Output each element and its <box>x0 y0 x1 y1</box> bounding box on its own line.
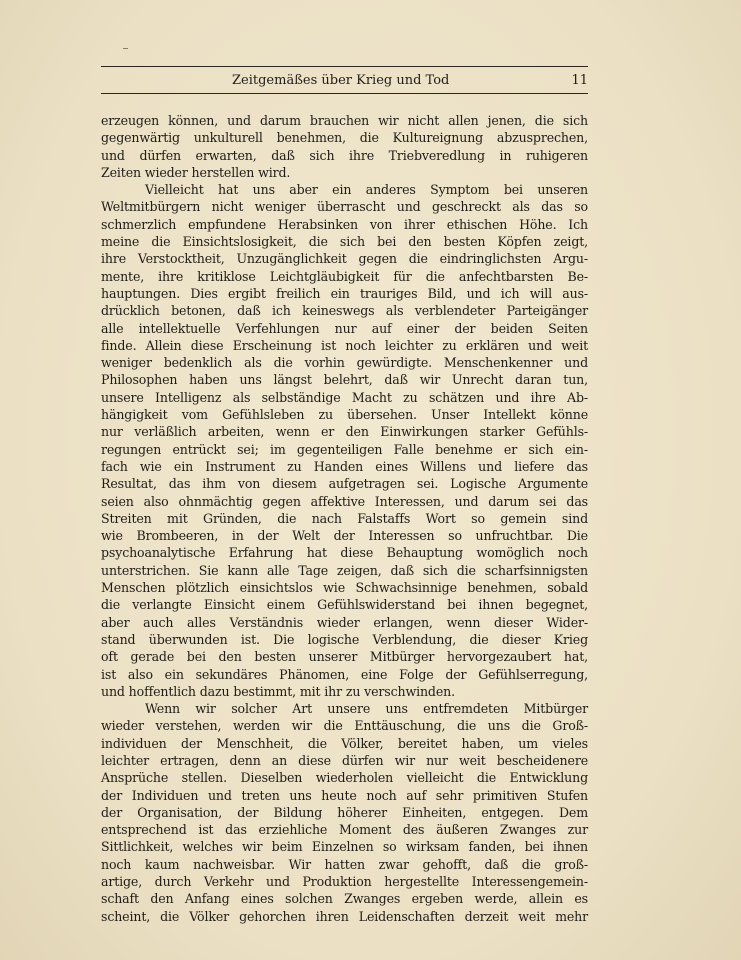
text-line: seien also ohnmächtig gegen affektive Interessen, und darum sei das <box>101 493 588 509</box>
text-line: meine die Einsichtslosigkeit, die sich bei den besten Köpfen zeigt, <box>101 234 588 250</box>
text-line: die verlangte Einsicht einem Gefühlswiderstand bei ihnen begegnet, <box>101 597 588 613</box>
text-line: Streiten mit Gründen, die nach Falstaffs Wort so gemein sind <box>101 510 588 526</box>
text-line: Ansprüche stellen. Dieselben wiederholen vielleicht die Entwicklung <box>101 770 588 786</box>
text-line: wie Brombeeren, in der Welt der Interessen so unfruchtbar. Die <box>101 528 588 544</box>
text-line: Sittlichkeit, welches wir beim Einzelnen so wirksam fanden, bei ihnen <box>101 839 588 855</box>
text-line: artige, durch Verkehr und Produktion hergestellte Interessengemein- <box>101 874 588 890</box>
text-line: alle intellektuelle Verfehlungen nur auf einer der beiden Seiten <box>101 320 588 336</box>
text-line: und dürfen erwarten, daß sich ihre Triebveredlung in ruhigeren <box>101 147 588 163</box>
text-line: Zeiten wieder herstellen wird. <box>101 164 291 180</box>
text-line: nur verläßlich arbeiten, wenn er den Einwirkungen starker Gefühls- <box>101 424 588 440</box>
text-line: schmerzlich empfundene Herabsinken von ihrer ethischen Höhe. Ich <box>101 216 588 232</box>
text-line: leichter ertragen, denn an diese dürfen wir nur weit bescheidenere <box>101 752 588 768</box>
text-line: Philosophen haben uns längst belehrt, daß wir Unrecht daran tun, <box>101 372 588 388</box>
text-line: oft gerade bei den besten unserer Mitbürger hervorgezaubert hat, <box>101 649 588 665</box>
text-line: Vielleicht hat uns aber ein anderes Symptom bei unseren <box>145 182 588 198</box>
text-line: entsprechend ist das erziehliche Moment des äußeren Zwanges zur <box>101 822 588 838</box>
text-line: ist also ein sekundäres Phänomen, eine Folge der Gefühlserregung, <box>101 666 588 682</box>
text-line: Weltmitbürgern nicht weniger überrascht und geschreckt als das so <box>101 199 588 215</box>
text-line: der Individuen und treten uns heute noch auf sehr primitiven Stufen <box>101 787 588 803</box>
text-line: Wenn wir solcher Art unsere uns entfremdeten Mitbürger <box>145 701 588 717</box>
margin-mark <box>123 48 128 49</box>
text-line: Resultat, das ihm von diesem aufgetragen sei. Logische Argumente <box>101 476 588 492</box>
text-line: regungen entrückt sei; im gegenteiligen Falle benehme er sich ein- <box>101 441 588 457</box>
text-line: psychoanalytische Erfahrung hat diese Behauptung womöglich noch <box>101 545 588 561</box>
text-line: mente, ihre kritiklose Leichtgläubigkeit für die anfechtbarsten Be- <box>101 268 588 284</box>
header-rule-top <box>101 66 588 67</box>
text-line: gegenwärtig unkulturell benehmen, die Kultureignung abzusprechen, <box>101 130 588 146</box>
running-head-title: Zeitgemäßes über Krieg und Tod <box>232 73 450 88</box>
text-line: weniger bedenklich als die vorhin gewürdigte. Menschenkenner und <box>101 355 588 371</box>
text-line: scheint, die Völker gehorchen ihren Leidenschaften derzeit weit mehr <box>101 908 588 924</box>
text-line: fach wie ein Instrument zu Handen eines Willens und liefere das <box>101 458 588 474</box>
header-rule-bottom <box>101 93 588 94</box>
body-text <box>101 112 588 925</box>
text-line: schaft den Anfang eines solchen Zwanges ergeben werde, allein es <box>101 891 588 907</box>
text-line: finde. Allein diese Erscheinung ist noch leichter zu erklären und weit <box>101 337 588 353</box>
text-line: ihre Verstocktheit, Unzugänglichkeit gegen die eindringlichsten Argu- <box>101 251 588 267</box>
text-line: hängigkeit vom Gefühlsleben zu übersehen. Unser Intellekt könne <box>101 407 588 423</box>
text-line: und hoffentlich dazu bestimmt, mit ihr zu verschwinden. <box>101 683 455 699</box>
text-line: wieder verstehen, werden wir die Enttäuschung, die uns die Groß- <box>101 718 588 734</box>
text-line: drücklich betonen, daß ich keineswegs als verblendeter Parteigänger <box>101 303 588 319</box>
text-line: unsere Intelligenz als selbständige Macht zu schätzen und ihre Ab- <box>101 389 588 405</box>
text-line: aber auch alles Verständnis wieder erlangen, wenn dieser Wider- <box>101 614 588 630</box>
text-line: Menschen plötzlich einsichtslos wie Schwachsinnige benehmen, sobald <box>101 580 588 596</box>
text-line: hauptungen. Dies ergibt freilich ein trauriges Bild, und ich will aus- <box>101 285 588 301</box>
text-line: der Organisation, der Bildung höherer Einheiten, entgegen. Dem <box>101 804 588 820</box>
page-number: 11 <box>571 73 588 88</box>
text-line: erzeugen können, und darum brauchen wir nicht allen jenen, die sich <box>101 113 588 128</box>
text-line: unterstrichen. Sie kann alle Tage zeigen, daß sich die scharfsinnigsten <box>101 562 588 578</box>
text-line: stand überwunden ist. Die logische Verblendung, die dieser Krieg <box>101 631 588 647</box>
text-line: individuen der Menschheit, die Völker, bereitet haben, um vieles <box>101 735 588 751</box>
text-line: noch kaum nachweisbar. Wir hatten zwar gehofft, daß die groß- <box>101 856 588 872</box>
